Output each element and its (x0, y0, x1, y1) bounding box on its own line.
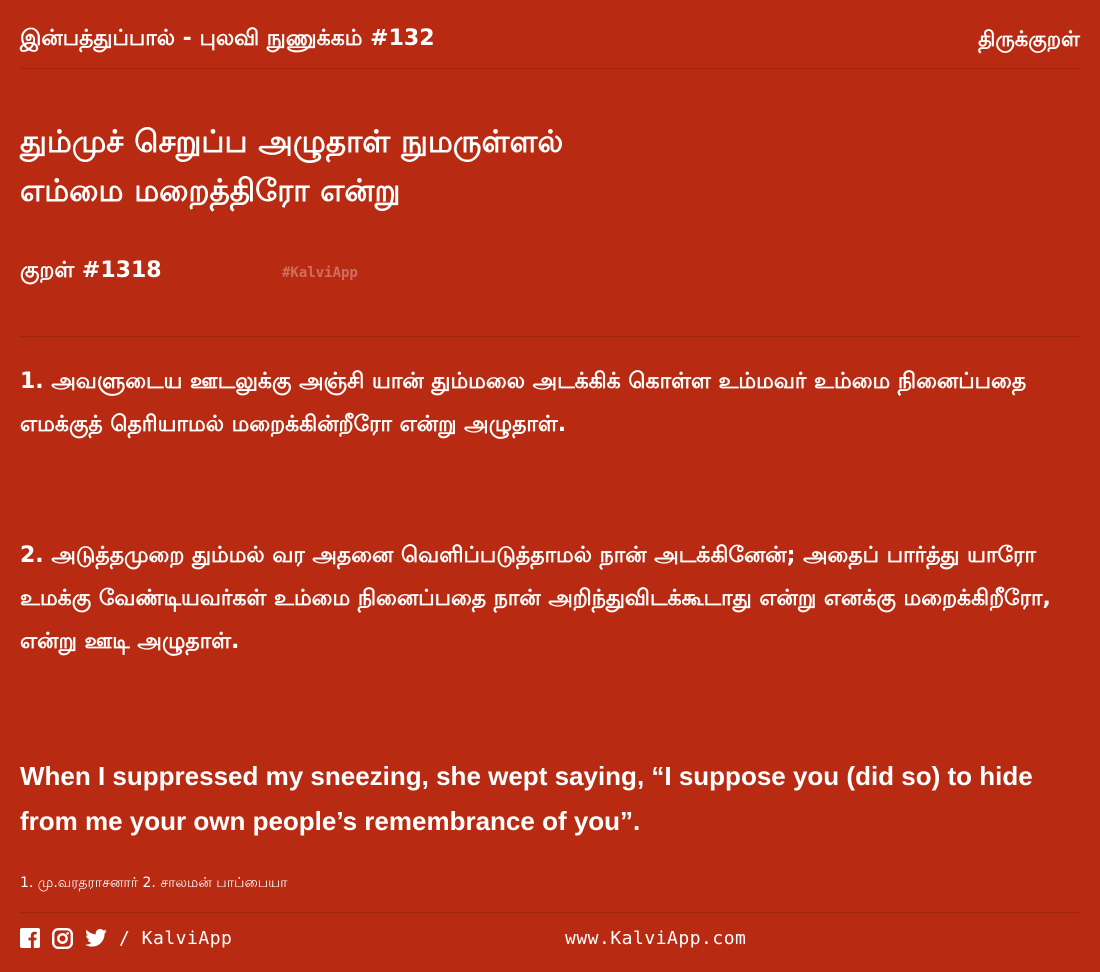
social-links (20, 928, 107, 949)
social-handle: / KalviApp (119, 927, 233, 949)
explanation-mu-varadarasanar: 1. அவளுடைய ஊடலுக்கு அஞ்சி யான் தும்மலை அடக்கிக் கொள்ள உம்மவர் உம்மை நினைப்பதை எமக்குத் தெரியாமல் மறைக்கின்றீரோ என்று அழுதாள். (20, 369, 1027, 437)
hashtag-watermark: #KalviApp (282, 265, 358, 281)
footer (20, 924, 1080, 952)
section-divider (20, 336, 1080, 337)
facebook-icon[interactable] (20, 928, 40, 948)
instagram-icon[interactable] (52, 928, 73, 949)
verse-line-2: எம்மை மறைத்திரோ என்று (20, 173, 401, 209)
twitter-icon[interactable] (85, 929, 107, 947)
explanation-credits: 1. மு.வரதராசனார் 2. சாலமன் பாப்பையா (20, 875, 288, 891)
kural-meta (20, 258, 358, 286)
explanation-solomon-pappaiya: 2. அடுத்தமுறை தும்மல் வர அதனை வெளிப்படுத்தாமல் நான் அடக்கினேன்; அதைப் பார்த்து யாரோ உமக்கு வேண்டியவர்கள் உம்மை நினைப்பதை நான் அறிந்துவிடக்கூடாது என்று எனக்கு மறைக்கிறீரோ, என்று ஊடி அழுதாள். (20, 543, 1051, 654)
verse-line-1: தும்முச் செறுப்ப அழுதாள் நுமருள்ளல் (20, 124, 564, 160)
chapter-title: இன்பத்துப்பால் - புலவி நுணுக்கம் #132 (20, 26, 435, 51)
footer-divider (20, 912, 1080, 913)
english-translation: When I suppressed my sneezing, she wept saying, “I suppose you (did so) to hide from me your own people’s remembrance of you”. (20, 761, 1033, 836)
header (20, 22, 1080, 69)
kural-verse (20, 118, 1080, 216)
website-link[interactable]: www.KalviApp.com (565, 927, 747, 949)
kural-number: குறள் #1318 (20, 258, 162, 283)
book-title: திருக்குறள் (978, 27, 1080, 51)
